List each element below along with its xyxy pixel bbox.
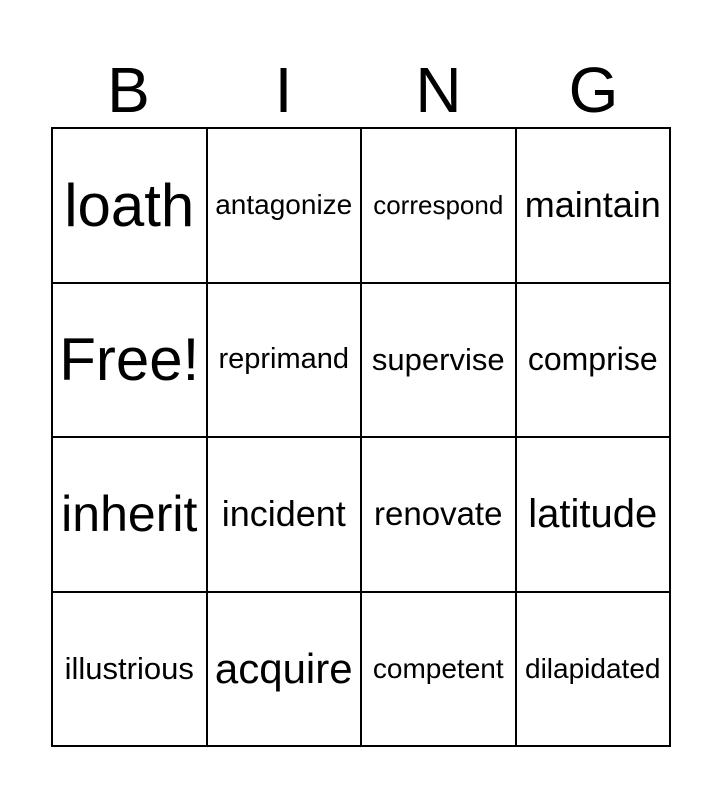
bingo-cell-r3-c4[interactable] <box>517 438 672 593</box>
bingo-cell-r4-c4[interactable] <box>517 593 672 748</box>
bingo-cell-r4-c1[interactable] <box>53 593 208 748</box>
bingo-cell-word: antagonize <box>215 189 353 221</box>
header-letter-b: B <box>107 54 150 126</box>
bingo-cell-r1-c3[interactable] <box>362 129 517 284</box>
bingo-cell-word: maintain <box>524 184 661 226</box>
bingo-cell-r4-c3[interactable] <box>362 593 517 748</box>
bingo-cell-r2-c1[interactable] <box>53 284 208 439</box>
bingo-cell-r3-c3[interactable] <box>362 438 517 593</box>
bingo-cell-word: supervise <box>371 341 505 377</box>
bingo-header <box>51 52 671 128</box>
bingo-cell-word: loath <box>64 171 195 239</box>
bingo-cell-word: latitude <box>528 491 658 536</box>
header-letter-n: N <box>415 54 462 126</box>
bingo-cell-word: acquire <box>214 644 353 692</box>
header-letter-i: I <box>274 54 293 126</box>
bingo-cell-r1-c4[interactable] <box>517 129 672 284</box>
bingo-cell-r2-c2[interactable] <box>208 284 363 439</box>
bingo-cell-word: renovate <box>374 495 503 533</box>
bingo-cell-word: reprimand <box>218 343 350 376</box>
bingo-card <box>51 127 671 747</box>
header-letter-g: G <box>568 54 619 126</box>
bingo-cell-word: comprise <box>527 341 658 378</box>
bingo-cell-word: Free! <box>59 326 200 394</box>
bingo-cell-word: illustrious <box>64 650 194 686</box>
bingo-cell-r2-c4[interactable] <box>517 284 672 439</box>
bingo-cell-word: correspond <box>373 189 504 220</box>
bingo-cell-r4-c2[interactable] <box>208 593 363 748</box>
bingo-cell-word: inherit <box>61 486 198 543</box>
bingo-cell-r3-c1[interactable] <box>53 438 208 593</box>
bingo-cell-r3-c2[interactable] <box>208 438 363 593</box>
bingo-cell-r1-c1[interactable] <box>53 129 208 284</box>
bingo-cell-word: dilapidated <box>525 652 661 684</box>
bingo-cell-word: competent <box>372 652 504 684</box>
bingo-cell-r1-c2[interactable] <box>208 129 363 284</box>
bingo-cell-r2-c3[interactable] <box>362 284 517 439</box>
bingo-cell-word: incident <box>221 493 346 535</box>
